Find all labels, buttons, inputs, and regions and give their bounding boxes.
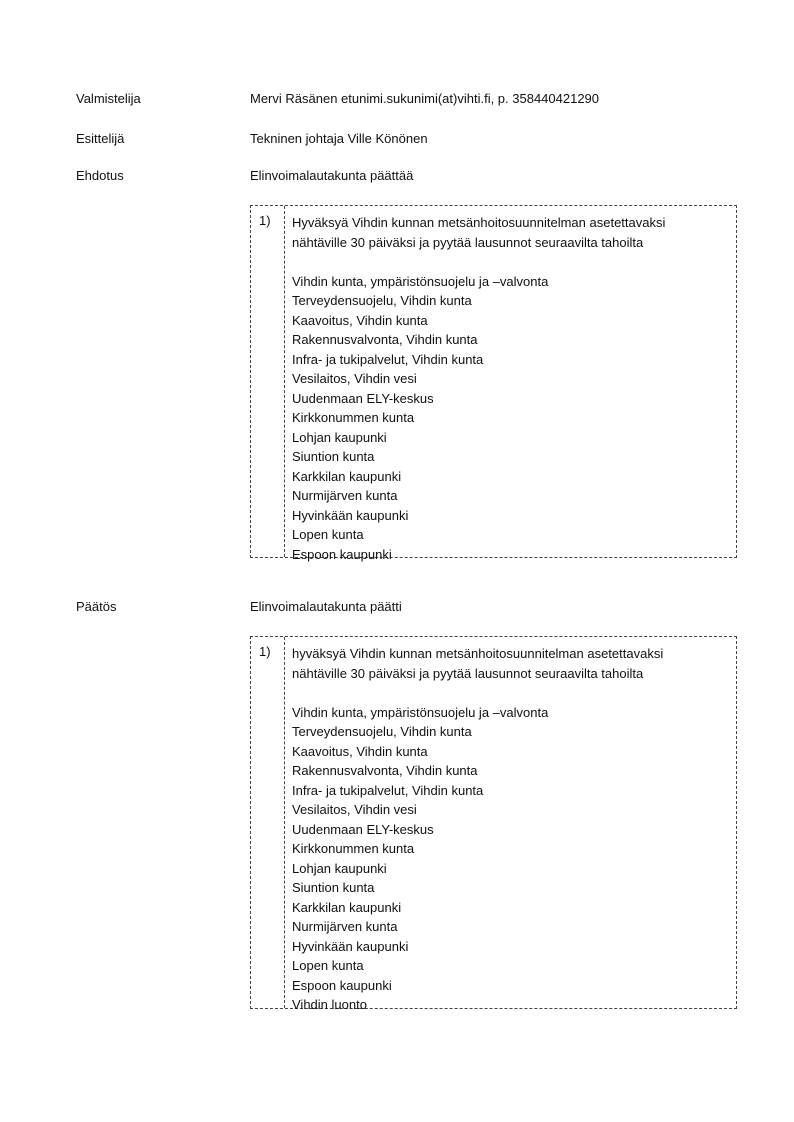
- list-item: Lopen kunta: [292, 958, 364, 973]
- proposal-label: Ehdotus: [76, 168, 124, 183]
- list-item: Lohjan kaupunki: [292, 429, 387, 445]
- proposal-recipient-list: [292, 272, 732, 565]
- list-item: Nurmijärven kunta: [292, 919, 398, 934]
- list-item: Siuntion kunta: [292, 880, 375, 895]
- decision-box: [250, 636, 737, 1012]
- list-item: Kaavoitus, Vihdin kunta: [292, 312, 428, 328]
- list-item: Vesilaitos, Vihdin vesi: [292, 802, 417, 817]
- list-item: Kirkkonummen kunta: [292, 410, 415, 425]
- list-item: Lopen kunta: [292, 527, 364, 542]
- proposal-value: Elinvoimalautakunta päättää: [250, 168, 414, 183]
- list-item: Infra- ja tukipalvelut, Vihdin kunta: [292, 782, 484, 798]
- decision-value: Elinvoimalautakunta päätti: [250, 599, 402, 614]
- proposal-intro-line: Hyväksyä Vihdin kunnan metsänhoitosuunnitelman asetettavaksi: [292, 215, 666, 230]
- list-item: Vihdin kunta, ympäristönsuojelu ja –valvonta: [292, 273, 549, 289]
- proposal-content: [292, 213, 732, 564]
- list-item: Siuntion kunta: [292, 449, 375, 464]
- list-item: Espoon kaupunki: [292, 546, 392, 562]
- list-item: Vesilaitos, Vihdin vesi: [292, 371, 417, 386]
- decision-label: Päätös: [76, 599, 117, 614]
- list-item: Karkkilan kaupunki: [292, 468, 402, 484]
- decision-intro-line: nähtäville 30 päiväksi ja pyytää lausunnot seuraavilta tahoilta: [292, 665, 644, 681]
- list-item: Terveydensuojelu, Vihdin kunta: [292, 724, 472, 739]
- preparer-value: Mervi Räsänen etunimi.sukunimi(at)vihti.fi, p. 358440421290: [250, 91, 600, 106]
- list-item: Hyvinkään kaupunki: [292, 507, 409, 523]
- proposal-intro-line: nähtäville 30 päiväksi ja pyytää lausunnot seuraavilta tahoilta: [292, 234, 644, 250]
- list-item: Kirkkonummen kunta: [292, 841, 415, 856]
- list-item: Espoon kaupunki: [292, 977, 392, 993]
- decision-intro-line: hyväksyä Vihdin kunnan metsänhoitosuunnitelman asetettavaksi: [292, 646, 664, 661]
- decision-number-column: [251, 637, 285, 1008]
- proposal-box: [250, 205, 737, 562]
- decision-content: [292, 644, 732, 1015]
- list-item: Lohjan kaupunki: [292, 860, 387, 876]
- list-item: Rakennusvalvonta, Vihdin kunta: [292, 332, 478, 347]
- proposal-item-number: 1): [259, 213, 271, 228]
- list-item: Rakennusvalvonta, Vihdin kunta: [292, 763, 478, 778]
- list-item: Uudenmaan ELY-keskus: [292, 390, 434, 406]
- list-item: Nurmijärven kunta: [292, 488, 398, 503]
- decision-item-number: 1): [259, 644, 271, 659]
- list-item: Kaavoitus, Vihdin kunta: [292, 743, 428, 759]
- proposal-number-column: [251, 206, 285, 557]
- list-item: Vihdin luonto: [292, 997, 367, 1012]
- preparer-label: Valmistelija: [76, 91, 141, 106]
- list-item: Uudenmaan ELY-keskus: [292, 821, 434, 837]
- list-item: Hyvinkään kaupunki: [292, 938, 409, 954]
- decision-recipient-list: [292, 703, 732, 1015]
- list-item: Vihdin kunta, ympäristönsuojelu ja –valvonta: [292, 704, 549, 720]
- list-item: Terveydensuojelu, Vihdin kunta: [292, 293, 472, 308]
- presenter-label: Esittelijä: [76, 131, 125, 146]
- presenter-value: Tekninen johtaja Ville Könönen: [250, 131, 428, 146]
- list-item: Karkkilan kaupunki: [292, 899, 402, 915]
- list-item: Infra- ja tukipalvelut, Vihdin kunta: [292, 351, 484, 367]
